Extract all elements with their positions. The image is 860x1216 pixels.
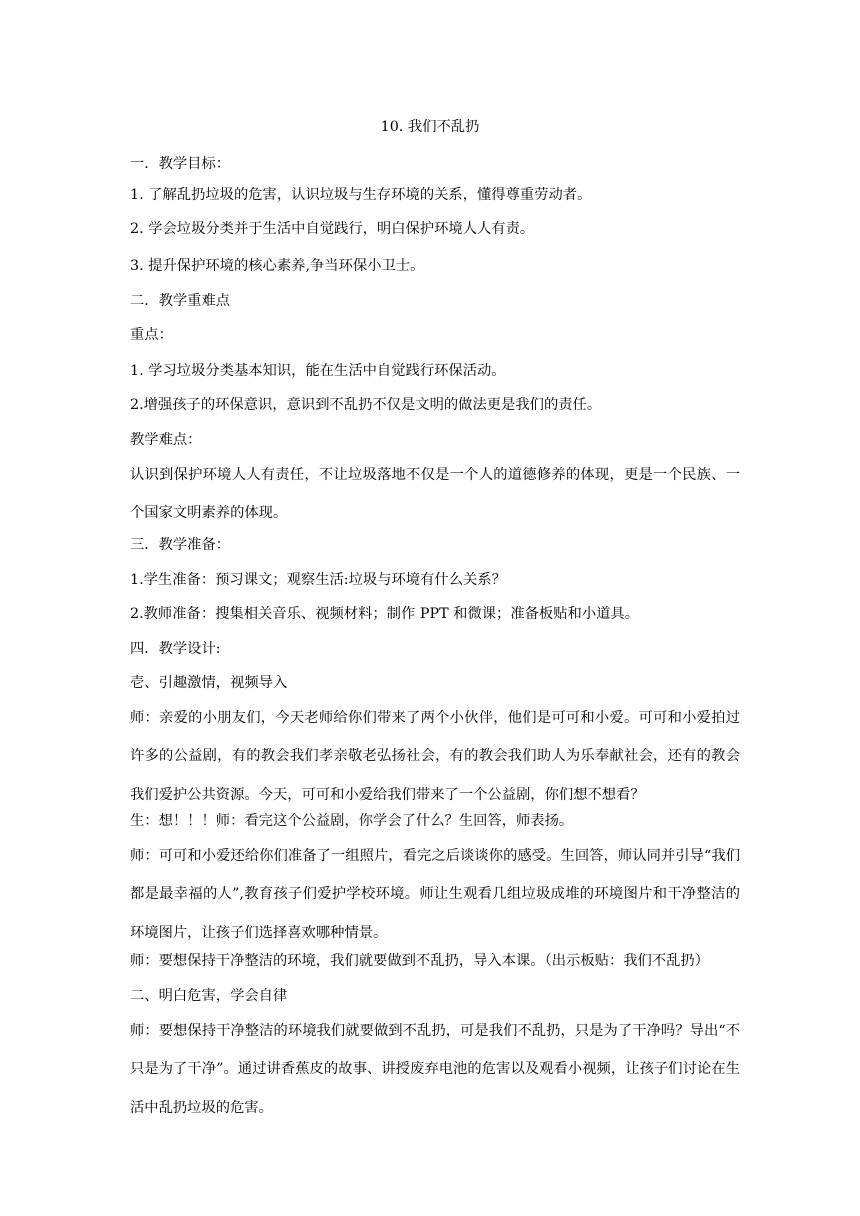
page-title: 10. 我们不乱扔 <box>380 119 480 135</box>
paragraph: 师：要想保持干净整洁的环境我们就要做到不乱扔，可是我们不乱扔，只是为了干净吗？导出“不只是为了干净”。通过讲香蕉皮的故事、讲授废弃电池的危害以及观看小视频，让孩子们讨论在生活中乱扔垃圾的危害。 <box>130 1023 740 1116</box>
paragraph: 师：可可和小爱还给你们准备了一组照片，看完之后谈谈你的感受。生回答，师认同并引导“我们都是最幸福的人”,教育孩子们爱护学校环境。师让生观看几组垃圾成堆的环境图片和干净整洁的环境图片，让孩子们选择喜欢哪种情景。 <box>130 848 740 941</box>
difficulty-label: 教学难点： <box>130 432 202 448</box>
subsection-heading: 壱、引趣激情，视频导入 <box>130 675 288 691</box>
objective-item: 1. 了解乱扔垃圾的危害，认识垃圾与生存环境的关系，懂得尊重劳动者。 <box>130 187 592 203</box>
objective-item: 3. 提升保护环境的核心素养,争当环保小卫士。 <box>130 258 425 274</box>
preparation-item: 1.学生准备：预习课文；观察生活:垃圾与环境有什么关系？ <box>130 572 506 588</box>
paragraph: 师：亲爱的小朋友们，今天老师给你们带来了两个小伙伴，他们是可可和小爱。可可和小爱拍过许多的公益剧，有的教会我们孝亲敬老弘扬社会，有的教会我们助人为乐奉献社会，还有的教会我们爱护公共资源。今天，可可和小爱给我们带来了一个公益剧，你们想不想看？ <box>130 710 740 803</box>
focus-item: 1. 学习垃圾分类基本知识，能在生活中自觉践行环保活动。 <box>130 363 506 379</box>
paragraph: 生：想！！！师：看完这个公益剧，你学会了什么？生回答，师表扬。 <box>130 813 574 829</box>
section-heading-objectives: 一．教学目标： <box>130 156 231 172</box>
section-heading-preparation: 三．教学准备： <box>130 537 231 553</box>
focus-label: 重点： <box>130 327 173 343</box>
preparation-item: 2.教师准备：搜集相关音乐、视频材料；制作 PPT 和微课；准备板贴和小道具。 <box>130 606 640 622</box>
section-heading-design: 四．教学设计: <box>130 641 221 657</box>
subsection-heading: 二、明白危害，学会自律 <box>130 988 288 1004</box>
focus-item: 2.增强孩子的环保意识，意识到不乱扔不仅是文明的做法更是我们的责任。 <box>130 397 602 413</box>
paragraph: 师：要想保持干净整洁的环境，我们就要做到不乱扔，导入本课。（出示板贴：我们不乱扔） <box>130 953 710 969</box>
objective-item: 2. 学会垃圾分类并于生活中自觉践行，明白保护环境人人有责。 <box>130 221 535 237</box>
difficulty-text: 认识到保护环境人人有责任，不让垃圾落地不仅是一个人的道德修养的体现，更是一个民族、一个国家文明素养的体现。 <box>130 467 740 522</box>
section-heading-key-points: 二．教学重难点 <box>130 293 231 309</box>
